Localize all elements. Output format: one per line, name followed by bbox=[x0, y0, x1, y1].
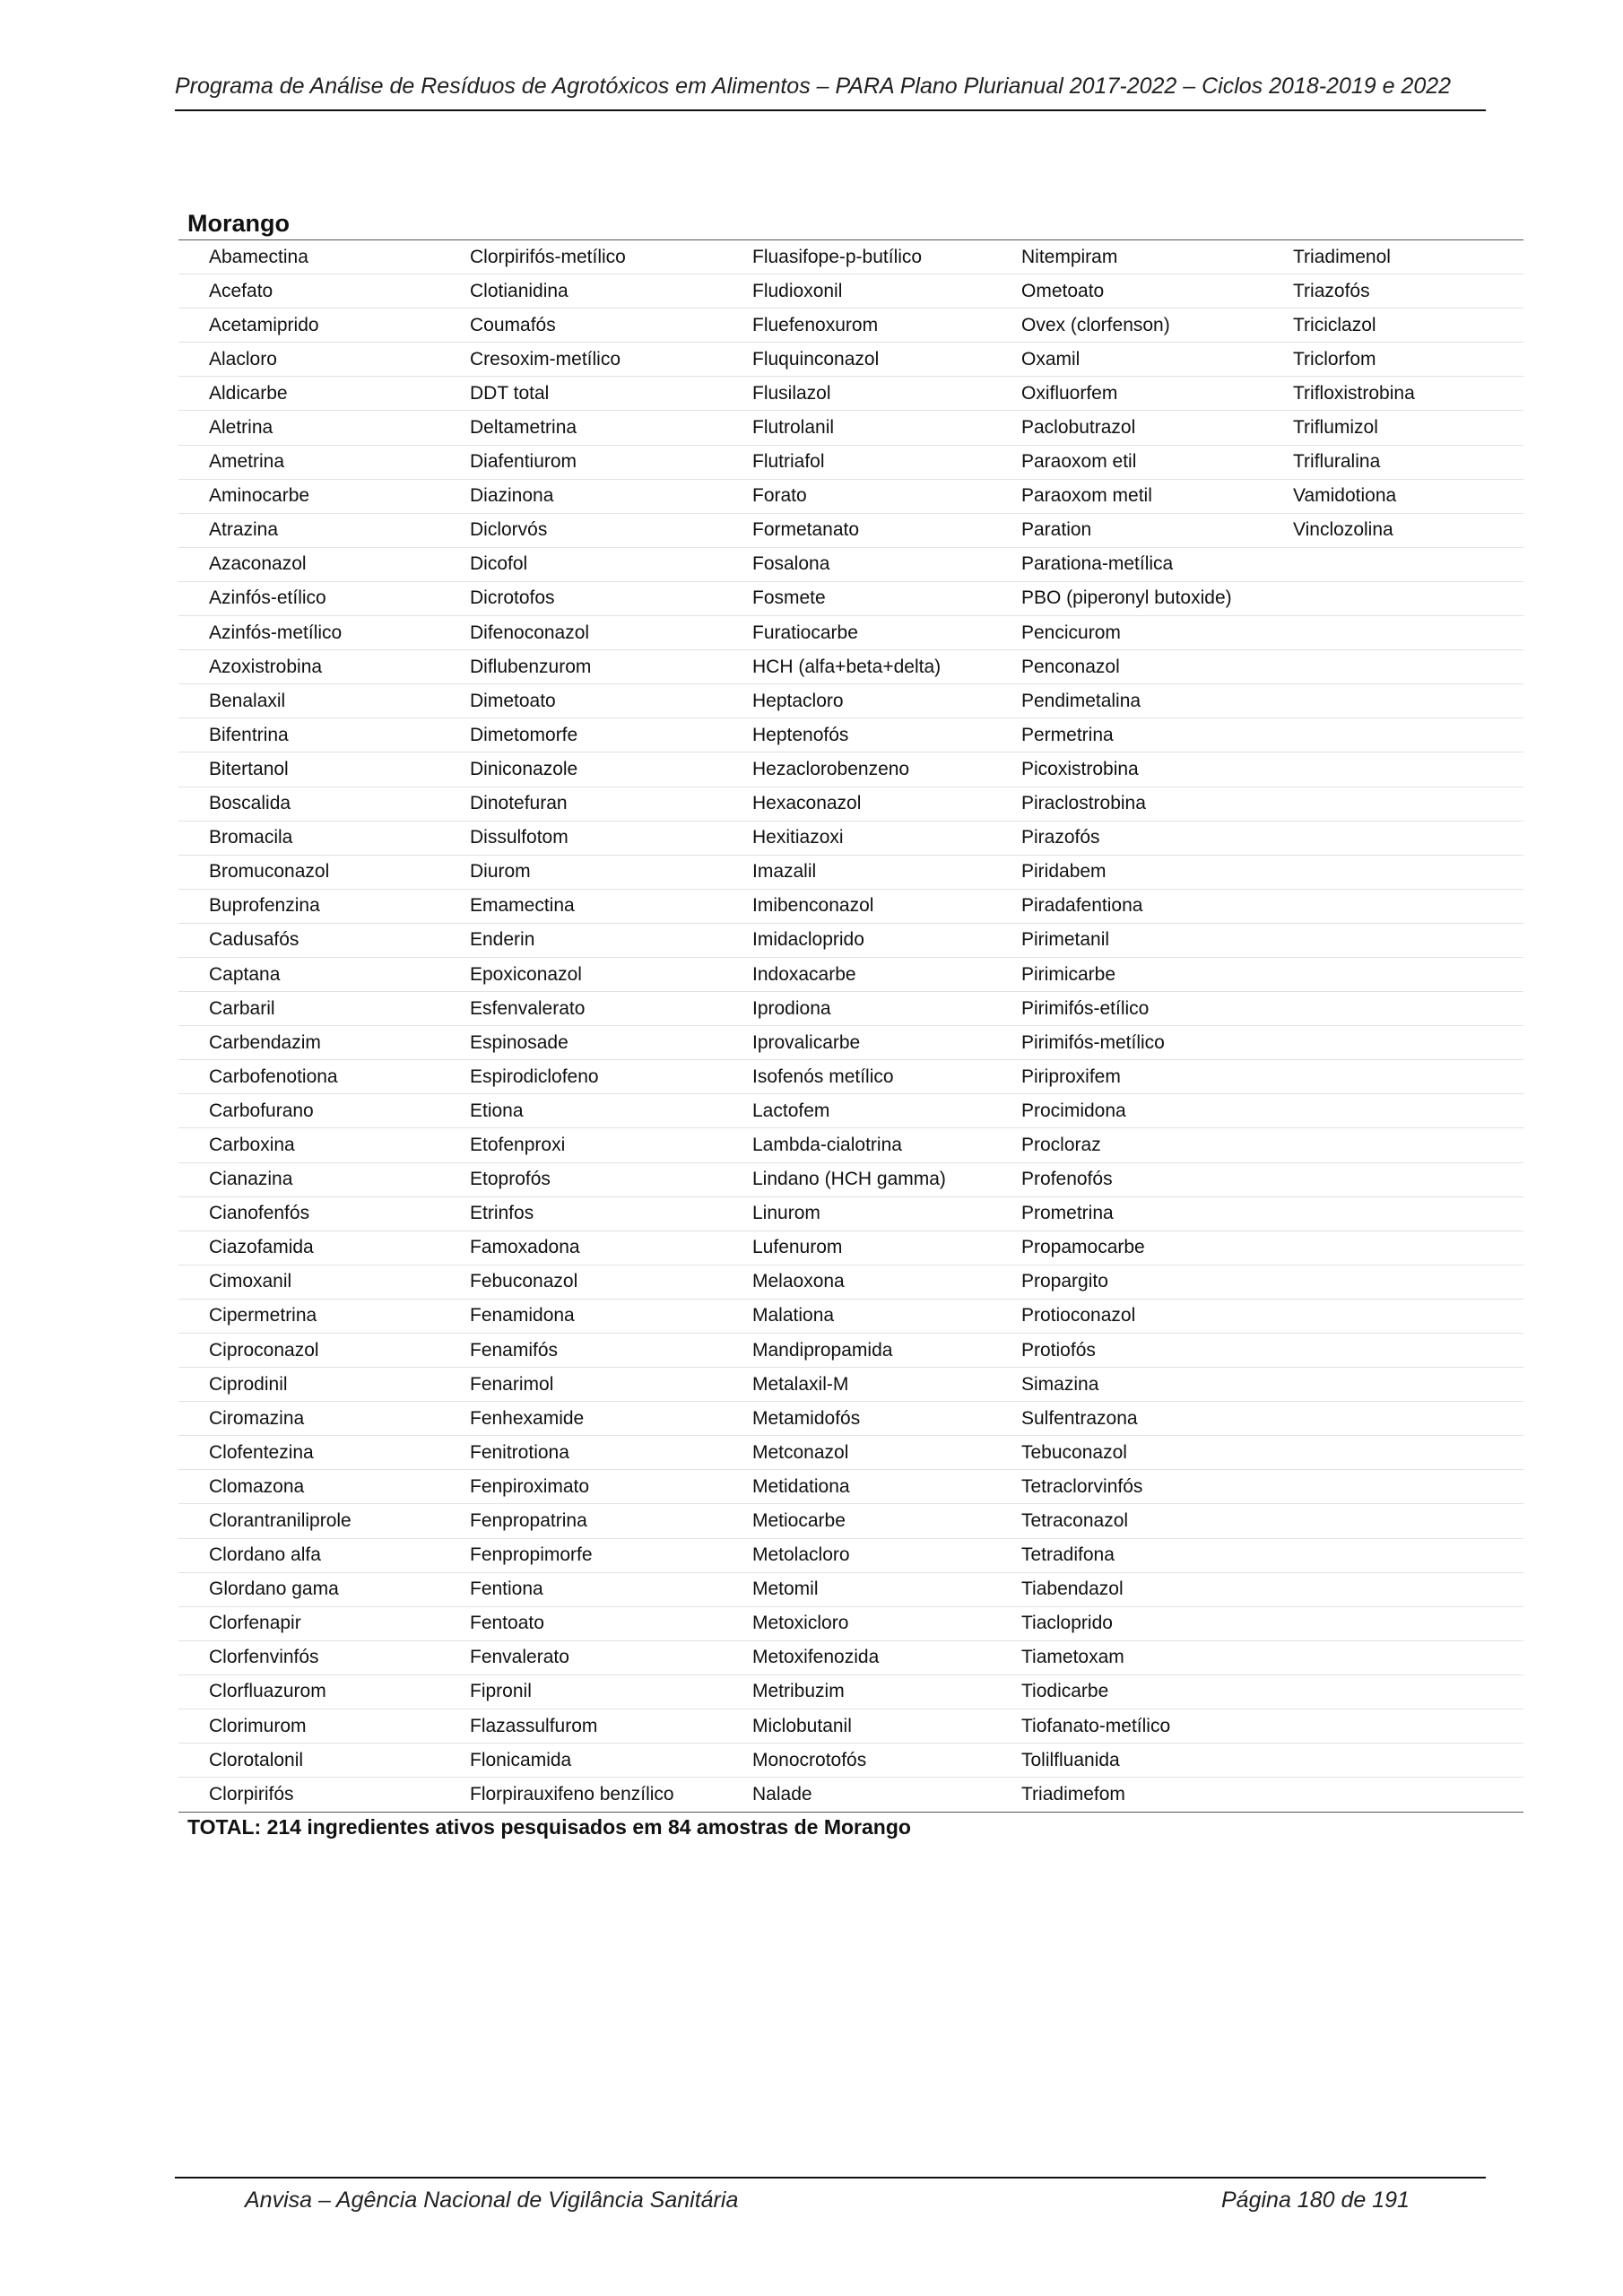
table-row bbox=[178, 1197, 1523, 1231]
table-row bbox=[178, 480, 1523, 514]
table-cell: Metiocarbe bbox=[752, 1510, 846, 1532]
table-cell: Clorfenapir bbox=[209, 1613, 301, 1634]
table-cell: Formetanato bbox=[752, 519, 860, 541]
table-row bbox=[178, 1607, 1523, 1641]
page-header-title: Programa de Análise de Resíduos de Agrotóxicos em Alimentos – PARA Plano Plurianual 2017-2022 – Ciclos 2018-2019 e 2022 bbox=[175, 74, 1452, 99]
table-cell: Etofenproxi bbox=[470, 1134, 566, 1155]
table-cell: Hezaclorobenzeno bbox=[752, 758, 910, 779]
table-row bbox=[178, 650, 1523, 684]
table-cell: Flusilazol bbox=[752, 382, 831, 404]
table-cell: Triadimenol bbox=[1293, 246, 1391, 267]
table-cell: Indoxacarbe bbox=[752, 963, 856, 985]
table-cell: Clorfenvinfós bbox=[209, 1647, 319, 1668]
table-cell: Fipronil bbox=[470, 1681, 532, 1702]
table-cell: Profenofós bbox=[1021, 1169, 1113, 1190]
table-cell: Pirimicarbe bbox=[1021, 963, 1116, 985]
table-cell: Furatiocarbe bbox=[752, 622, 858, 643]
table-cell: Cimoxanil bbox=[209, 1271, 292, 1292]
table-cell: Imidacloprido bbox=[752, 929, 864, 951]
table-cell: Flutrolanil bbox=[752, 417, 835, 439]
table-cell: Fluquinconazol bbox=[752, 348, 880, 370]
table-cell: Carbofurano bbox=[209, 1100, 314, 1121]
table-cell: Metidationa bbox=[752, 1475, 850, 1497]
table-row bbox=[178, 1060, 1523, 1094]
table-row bbox=[178, 924, 1523, 958]
table-cell: Trifluralina bbox=[1293, 451, 1381, 473]
table-cell: Hexitiazoxi bbox=[752, 827, 844, 848]
table-row bbox=[178, 1778, 1523, 1812]
table-cell: Glordano gama bbox=[209, 1578, 339, 1600]
table-cell: Clotianidina bbox=[470, 280, 568, 301]
table-row bbox=[178, 890, 1523, 924]
table-cell: Espirodiclofeno bbox=[470, 1065, 599, 1087]
table-row bbox=[178, 992, 1523, 1026]
footer-divider bbox=[175, 2177, 1486, 2179]
table-cell: Procimidona bbox=[1021, 1100, 1126, 1121]
table-cell: Picoxistrobina bbox=[1021, 758, 1139, 779]
table-cell: Metconazol bbox=[752, 1441, 849, 1463]
table-cell: Tiodicarbe bbox=[1021, 1681, 1109, 1702]
table-cell: Nitempiram bbox=[1021, 246, 1118, 267]
table-cell: Piradafentiona bbox=[1021, 895, 1143, 917]
table-cell: Piridabem bbox=[1021, 861, 1107, 883]
table-cell: Florpirauxifeno benzílico bbox=[470, 1784, 674, 1805]
table-cell: Diniconazole bbox=[470, 758, 578, 779]
table-cell: Flazassulfurom bbox=[470, 1715, 598, 1736]
table-cell: Metalaxil-M bbox=[752, 1373, 849, 1395]
table-cell: Metolacloro bbox=[752, 1544, 850, 1566]
table-row bbox=[178, 309, 1523, 343]
table-cell: Esfenvalerato bbox=[470, 997, 586, 1019]
table-cell: Carbofenotiona bbox=[209, 1065, 338, 1087]
table-cell: Metamidofós bbox=[752, 1407, 861, 1429]
table-cell: Mandipropamida bbox=[752, 1339, 893, 1361]
table-cell: Metribuzim bbox=[752, 1681, 845, 1702]
table-cell: Imazalil bbox=[752, 861, 817, 883]
table-cell: Abamectina bbox=[209, 246, 308, 267]
table-cell: Emamectina bbox=[470, 895, 575, 917]
table-cell: Tiacloprido bbox=[1021, 1613, 1113, 1634]
table-cell: Triciclazol bbox=[1293, 314, 1376, 335]
table-cell: Diclorvós bbox=[470, 519, 548, 541]
table-cell: PBO (piperonyl butoxide) bbox=[1021, 587, 1232, 609]
table-cell: Paraoxom etil bbox=[1021, 451, 1137, 473]
table-row bbox=[178, 718, 1523, 752]
table-cell: Pirimetanil bbox=[1021, 929, 1110, 951]
table-cell: Fentoato bbox=[470, 1613, 544, 1634]
table-cell: Iprovalicarbe bbox=[752, 1031, 861, 1053]
table-cell: Tolilfluanida bbox=[1021, 1749, 1120, 1770]
table-cell: Propargito bbox=[1021, 1271, 1108, 1292]
table-row bbox=[178, 377, 1523, 411]
table-row bbox=[178, 1675, 1523, 1709]
table-cell: HCH (alfa+beta+delta) bbox=[752, 656, 942, 677]
table-cell: Lufenurom bbox=[752, 1237, 843, 1258]
table-cell: Diurom bbox=[470, 861, 531, 883]
table-cell: Paclobutrazol bbox=[1021, 417, 1136, 439]
table-cell: Tiofanato-metílico bbox=[1021, 1715, 1171, 1736]
table-row bbox=[178, 274, 1523, 309]
table-cell: Fenpropimorfe bbox=[470, 1544, 593, 1566]
table-cell: Fenamifós bbox=[470, 1339, 559, 1361]
table-row bbox=[178, 1300, 1523, 1334]
table-cell: Etiona bbox=[470, 1100, 524, 1121]
table-cell: Piraclostrobina bbox=[1021, 793, 1146, 814]
table-cell: Iprodiona bbox=[752, 997, 831, 1019]
table-cell: Buprofenzina bbox=[209, 895, 320, 917]
table-cell: Azaconazol bbox=[209, 553, 307, 575]
table-cell: Paration bbox=[1021, 519, 1092, 541]
table-row bbox=[178, 1094, 1523, 1128]
table-cell: Ciromazina bbox=[209, 1407, 305, 1429]
table-cell: Heptenofós bbox=[752, 724, 849, 745]
table-row bbox=[178, 1641, 1523, 1675]
table-cell: Ciazofamida bbox=[209, 1237, 314, 1258]
table-cell: Nalade bbox=[752, 1784, 812, 1805]
table-row bbox=[178, 446, 1523, 480]
table-cell: Cianofenfós bbox=[209, 1203, 310, 1224]
table-cell: Metoxicloro bbox=[752, 1613, 849, 1634]
table-row bbox=[178, 582, 1523, 616]
table-cell: Monocrotofós bbox=[752, 1749, 867, 1770]
table-cell: Tetraclorvinfós bbox=[1021, 1475, 1143, 1497]
table-cell: Deltametrina bbox=[470, 417, 577, 439]
table-cell: Fenamidona bbox=[470, 1305, 575, 1326]
table-cell: Vinclozolina bbox=[1293, 519, 1393, 541]
table-cell: Ovex (clorfenson) bbox=[1021, 314, 1170, 335]
table-cell: Forato bbox=[752, 485, 807, 507]
table-cell: Fentiona bbox=[470, 1578, 543, 1600]
table-cell: Isofenós metílico bbox=[752, 1065, 894, 1087]
table-cell: Ciproconazol bbox=[209, 1339, 319, 1361]
table-row bbox=[178, 240, 1523, 274]
table-cell: Fenarimol bbox=[470, 1373, 554, 1395]
table-cell: Simazina bbox=[1021, 1373, 1099, 1395]
table-row bbox=[178, 822, 1523, 856]
table-row bbox=[178, 1539, 1523, 1573]
table-cell: Diafentiurom bbox=[470, 451, 577, 473]
table-cell: Clorpirifós-metílico bbox=[470, 246, 626, 267]
table-row bbox=[178, 1128, 1523, 1162]
table-cell: Bromacila bbox=[209, 827, 293, 848]
table-cell: Carbaril bbox=[209, 997, 275, 1019]
table-cell: Ametrina bbox=[209, 451, 285, 473]
table-cell: Fosmete bbox=[752, 587, 826, 609]
table-cell: Carboxina bbox=[209, 1134, 295, 1155]
table-cell: Protiofós bbox=[1021, 1339, 1096, 1361]
table-cell: Penconazol bbox=[1021, 656, 1120, 677]
table-row bbox=[178, 616, 1523, 650]
table-cell: Ometoato bbox=[1021, 280, 1105, 301]
table-cell: Fenhexamide bbox=[470, 1407, 585, 1429]
table-cell: Fenpropatrina bbox=[470, 1510, 587, 1532]
footer-page-number: Página 180 de 191 bbox=[1221, 2187, 1410, 2213]
table-cell: Cianazina bbox=[209, 1169, 293, 1190]
table-cell: Aletrina bbox=[209, 417, 273, 439]
table-cell: Lambda-cialotrina bbox=[752, 1134, 902, 1155]
table-row bbox=[178, 1470, 1523, 1504]
table-row bbox=[178, 1026, 1523, 1060]
table-cell: Aminocarbe bbox=[209, 485, 310, 507]
table-cell: Diflubenzurom bbox=[470, 656, 592, 677]
ingredients-table bbox=[178, 239, 1523, 1813]
table-cell: Metoxifenozida bbox=[752, 1647, 880, 1668]
table-row bbox=[178, 411, 1523, 445]
table-cell: Fenitrotiona bbox=[470, 1441, 569, 1463]
table-row bbox=[178, 1368, 1523, 1402]
table-row bbox=[178, 1265, 1523, 1300]
table-cell: Aldicarbe bbox=[209, 382, 288, 404]
table-cell: Dinotefuran bbox=[470, 793, 568, 814]
table-cell: Pirimifós-metílico bbox=[1021, 1031, 1165, 1053]
footer-agency: Anvisa – Agência Nacional de Vigilância Sanitária bbox=[245, 2187, 739, 2213]
table-cell: Dicrotofos bbox=[470, 587, 555, 609]
table-cell: Clorpirifós bbox=[209, 1784, 294, 1805]
table-cell: Tiabendazol bbox=[1021, 1578, 1124, 1600]
table-cell: Captana bbox=[209, 963, 281, 985]
table-cell: Alacloro bbox=[209, 348, 277, 370]
table-cell: Piriproxifem bbox=[1021, 1065, 1121, 1087]
table-cell: Propamocarbe bbox=[1021, 1237, 1145, 1258]
table-cell: Espinosade bbox=[470, 1031, 568, 1053]
table-cell: Fosalona bbox=[752, 553, 830, 575]
table-cell: Enderin bbox=[470, 929, 535, 951]
table-cell: Azinfós-etílico bbox=[209, 587, 326, 609]
table-row bbox=[178, 1163, 1523, 1197]
table-cell: Acetamiprido bbox=[209, 314, 319, 335]
table-cell: Difenoconazol bbox=[470, 622, 590, 643]
table-row bbox=[178, 787, 1523, 822]
table-cell: Metomil bbox=[752, 1578, 819, 1600]
table-cell: Cipermetrina bbox=[209, 1305, 317, 1326]
table-cell: Clorimurom bbox=[209, 1715, 307, 1736]
table-cell: Flonicamida bbox=[470, 1749, 572, 1770]
table-cell: DDT total bbox=[470, 382, 550, 404]
table-cell: Famoxadona bbox=[470, 1237, 580, 1258]
table-cell: Triadimefom bbox=[1021, 1784, 1125, 1805]
table-cell: Clorotalonil bbox=[209, 1749, 304, 1770]
table-row bbox=[178, 343, 1523, 377]
table-cell: Cadusafós bbox=[209, 929, 299, 951]
table-row bbox=[178, 1709, 1523, 1744]
table-cell: Dicofol bbox=[470, 553, 528, 575]
table-cell: Clorfluazurom bbox=[209, 1681, 326, 1702]
table-cell: Bitertanol bbox=[209, 758, 289, 779]
table-cell: Oxifluorfem bbox=[1021, 382, 1118, 404]
table-cell: Benalaxil bbox=[209, 690, 286, 711]
table-cell: Coumafós bbox=[470, 314, 556, 335]
table-cell: Clordano alfa bbox=[209, 1544, 321, 1566]
table-cell: Triclorfom bbox=[1293, 348, 1376, 370]
table-cell: Procloraz bbox=[1021, 1134, 1101, 1155]
table-cell: Miclobutanil bbox=[752, 1715, 852, 1736]
table-cell: Tiametoxam bbox=[1021, 1647, 1124, 1668]
table-cell: Bromuconazol bbox=[209, 861, 330, 883]
table-cell: Etrinfos bbox=[470, 1203, 534, 1224]
table-cell: Melaoxona bbox=[752, 1271, 845, 1292]
table-cell: Dissulfotom bbox=[470, 827, 568, 848]
table-cell: Oxamil bbox=[1021, 348, 1081, 370]
table-cell: Fluasifope-p-butílico bbox=[752, 246, 923, 267]
table-cell: Azinfós-metílico bbox=[209, 622, 343, 643]
section-title: Morango bbox=[187, 210, 290, 237]
table-cell: Dimetomorfe bbox=[470, 724, 578, 745]
table-row bbox=[178, 856, 1523, 890]
table-cell: Acefato bbox=[209, 280, 273, 301]
table-cell: Tetraconazol bbox=[1021, 1510, 1129, 1532]
table-cell: Heptacloro bbox=[752, 690, 844, 711]
table-cell: Clofentezina bbox=[209, 1441, 314, 1463]
table-cell: Etoprofós bbox=[470, 1169, 551, 1190]
table-cell: Tetradifona bbox=[1021, 1544, 1115, 1566]
table-cell: Linurom bbox=[752, 1203, 820, 1224]
table-row bbox=[178, 684, 1523, 718]
table-cell: Clomazona bbox=[209, 1475, 305, 1497]
table-cell: Azoxistrobina bbox=[209, 656, 323, 677]
table-cell: Lindano (HCH gamma) bbox=[752, 1169, 946, 1190]
table-cell: Paraoxom metil bbox=[1021, 485, 1152, 507]
table-cell: Hexaconazol bbox=[752, 793, 862, 814]
table-cell: Flutriafol bbox=[752, 451, 825, 473]
header-divider bbox=[175, 109, 1486, 111]
table-row bbox=[178, 1402, 1523, 1436]
table-row bbox=[178, 1573, 1523, 1607]
table-cell: Epoxiconazol bbox=[470, 963, 582, 985]
table-cell: Triflumizol bbox=[1293, 417, 1378, 439]
table-cell: Ciprodinil bbox=[209, 1373, 288, 1395]
table-cell: Bifentrina bbox=[209, 724, 289, 745]
table-cell: Pencicurom bbox=[1021, 622, 1121, 643]
table-cell: Pirazofós bbox=[1021, 827, 1100, 848]
table-row bbox=[178, 958, 1523, 992]
table-cell: Lactofem bbox=[752, 1100, 830, 1121]
table-cell: Fenpiroximato bbox=[470, 1475, 590, 1497]
total-summary: TOTAL: 214 ingredientes ativos pesquisados em 84 amostras de Morango bbox=[187, 1815, 911, 1839]
table-cell: Atrazina bbox=[209, 519, 279, 541]
table-row bbox=[178, 514, 1523, 548]
table-cell: Sulfentrazona bbox=[1021, 1407, 1138, 1429]
table-row bbox=[178, 1436, 1523, 1470]
table-cell: Protioconazol bbox=[1021, 1305, 1136, 1326]
table-cell: Malationa bbox=[752, 1305, 835, 1326]
table-cell: Boscalida bbox=[209, 793, 291, 814]
table-row bbox=[178, 1504, 1523, 1538]
table-cell: Diazinona bbox=[470, 485, 554, 507]
table-cell: Fluefenoxurom bbox=[752, 314, 879, 335]
table-cell: Fludioxonil bbox=[752, 280, 843, 301]
table-row bbox=[178, 752, 1523, 787]
table-cell: Cresoxim-metílico bbox=[470, 348, 621, 370]
table-cell: Prometrina bbox=[1021, 1203, 1114, 1224]
table-cell: Pirimifós-etílico bbox=[1021, 997, 1150, 1019]
table-cell: Clorantraniliprole bbox=[209, 1510, 352, 1532]
table-row bbox=[178, 548, 1523, 582]
table-row bbox=[178, 1334, 1523, 1368]
table-cell: Vamidotiona bbox=[1293, 485, 1397, 507]
table-cell: Permetrina bbox=[1021, 724, 1114, 745]
table-row bbox=[178, 1744, 1523, 1778]
table-cell: Febuconazol bbox=[470, 1271, 578, 1292]
table-cell: Pendimetalina bbox=[1021, 690, 1141, 711]
table-cell: Carbendazim bbox=[209, 1031, 321, 1053]
table-cell: Fenvalerato bbox=[470, 1647, 569, 1668]
table-cell: Trifloxistrobina bbox=[1293, 382, 1415, 404]
table-cell: Parationa-metílica bbox=[1021, 553, 1174, 575]
table-row bbox=[178, 1231, 1523, 1265]
table-cell: Tebuconazol bbox=[1021, 1441, 1127, 1463]
table-cell: Triazofós bbox=[1293, 280, 1370, 301]
table-cell: Dimetoato bbox=[470, 690, 556, 711]
table-cell: Imibenconazol bbox=[752, 895, 874, 917]
